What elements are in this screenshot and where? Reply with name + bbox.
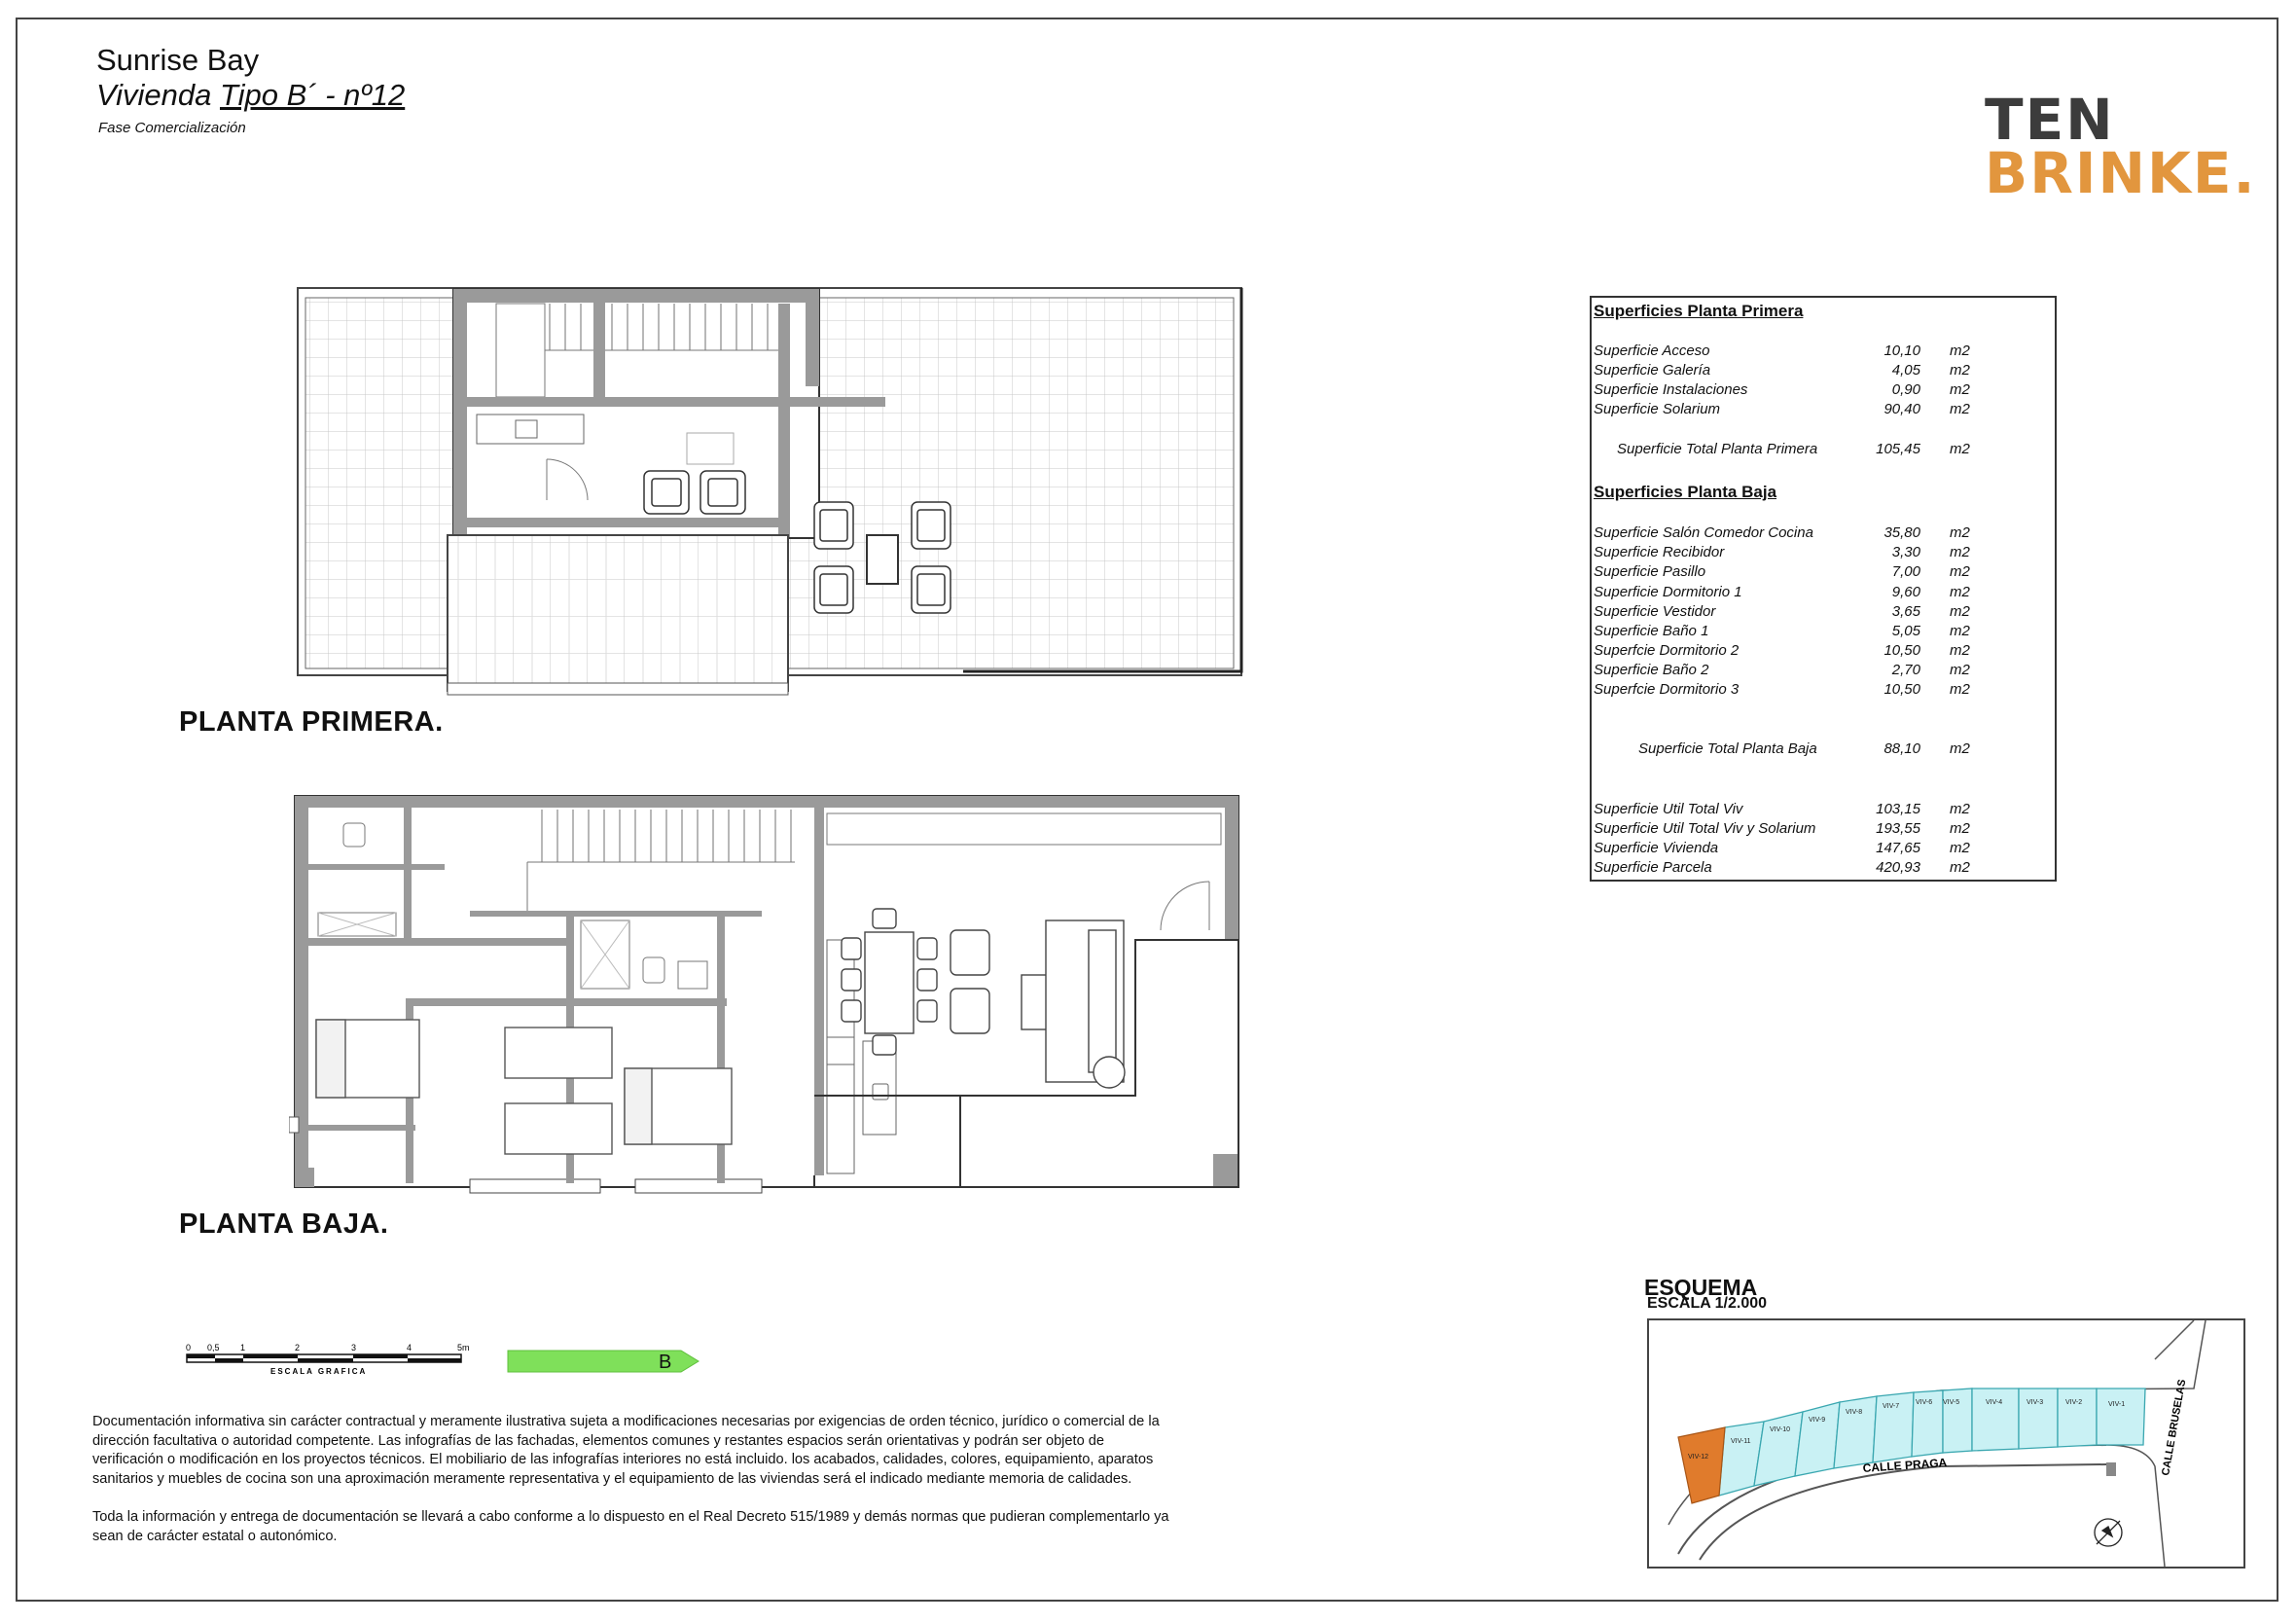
surface-row: Superficie Salón Comedor Cocina 35,80 m2 — [1594, 524, 1970, 541]
lot-label: VIV-1 — [2108, 1401, 2126, 1408]
scale-tick: 3 — [351, 1343, 357, 1352]
unit-title — [96, 78, 405, 113]
ground-floor-heading: Superficies Planta Baja — [1594, 483, 1777, 501]
lot-viv-8 — [1834, 1396, 1877, 1468]
first-floor-heading: Superficies Planta Primera — [1594, 302, 1804, 320]
upper-floor-plan — [292, 284, 1247, 703]
surface-row: Superfcie Dormitorio 3 10,50 m2 — [1594, 681, 1970, 698]
logo-line-2: BRINKE. — [1985, 140, 2257, 206]
site-schema-drawing — [1649, 1320, 2243, 1567]
site-schema — [1647, 1318, 2245, 1569]
lot-viv-4 — [1972, 1389, 2019, 1451]
lot-viv-5 — [1943, 1389, 1972, 1453]
upper-floor-title: PLANTA PRIMERA. — [179, 706, 444, 738]
summary-row: Superficie Parcela 420,93 m2 — [1594, 859, 1970, 876]
summary-row: Superficie Util Total Viv y Solarium 193,55 m2 — [1594, 820, 1970, 837]
street-bruselas: CALLE BRUSELAS — [2160, 1378, 2189, 1477]
ground-floor-title: PLANTA BAJA. — [179, 1208, 389, 1240]
lot-label: VIV-8 — [1846, 1409, 1863, 1416]
surface-row: Superficie Dormitorio 1 9,60 m2 — [1594, 584, 1970, 600]
lot-label: VIV-4 — [1986, 1399, 2003, 1406]
phase-label: Fase Comercialización — [98, 120, 246, 136]
surface-row: Superficie Solarium 90,40 m2 — [1594, 401, 1970, 417]
scale-tick: 2 — [295, 1343, 301, 1352]
surface-row: Superficie Vestidor 3,65 m2 — [1594, 603, 1970, 620]
surface-row: Superficie Baño 2 2,70 m2 — [1594, 662, 1970, 678]
street-praga: CALLE PRAGA — [1862, 1455, 1948, 1475]
project-name: Sunrise Bay — [96, 43, 260, 77]
lot-label: VIV-12 — [1688, 1454, 1709, 1461]
surface-total-row: Superficie Total Planta Baja 88,10 m2 — [1638, 740, 1970, 757]
surface-row: Superficie Instalaciones 0,90 m2 — [1594, 381, 1970, 398]
scale-tick: 1 — [240, 1343, 246, 1352]
logo-line-1: TEN — [1985, 87, 2115, 153]
company-logo — [1985, 87, 2257, 206]
legal-disclaimer — [92, 1413, 1172, 1566]
lot-label: VIV-7 — [1883, 1403, 1900, 1410]
graphic-scale — [185, 1341, 477, 1376]
surface-row: Superficie Pasillo 7,00 m2 — [1594, 563, 1970, 580]
scale-tick: 4 — [407, 1343, 413, 1352]
esquema-title: ESQUEMA — [1644, 1275, 1758, 1300]
disclaimer-paragraph-1: Documentación informativa sin carácter contractual y meramente ilustrativa sujeta a modificaciones necesarias por exigencias de orden técnico, jurídico o comercial de la dirección facultativa o autoridad competente. Las infografías de las fachadas, elementos comunes y restantes espacios serán orientativas y podrán ser objeto de verificación o modificación en los proyectos técnicos. El mobiliario de las infografías interiores no está incluido. los acabados, calidades, colores, equipamiento, aparatos sanitarios y muebles de cocina son una aproximación meramente representativa y el equipamiento de las viviendas será el indicado mediante memoria de calidades. — [92, 1414, 1160, 1487]
scale-tick: 5m — [457, 1343, 470, 1352]
surface-row: Superficie Acceso 10,10 m2 — [1594, 343, 1970, 359]
ground-floor-plan — [289, 794, 1244, 1212]
summary-row: Superficie Vivienda 147,65 m2 — [1594, 840, 1970, 856]
lot-label: VIV-6 — [1916, 1399, 1933, 1406]
disclaimer-paragraph-2: Toda la información y entrega de documentación se llevará a cabo conforme a lo dispuesto en el Real Decreto 515/1989 y demás normas que pudieran complementarlo ya sean de carácter estatal o autonómico. — [92, 1509, 1169, 1544]
scale-caption: ESCALA GRAFICA — [270, 1367, 368, 1376]
unit-type: Tipo B´ - nº12 — [219, 78, 406, 112]
scale-tick: 0,5 — [207, 1343, 220, 1352]
lot-label: VIV-10 — [1770, 1426, 1791, 1433]
lot-label: VIV-5 — [1943, 1399, 1960, 1406]
lot-label: VIV-11 — [1731, 1438, 1751, 1445]
lot-viv-2 — [2058, 1389, 2097, 1447]
lot-label: VIV-9 — [1809, 1417, 1826, 1424]
north-arrow — [2095, 1519, 2122, 1546]
unit-prefix: Vivienda — [96, 78, 212, 112]
surface-row: Superficie Galería 4,05 m2 — [1594, 362, 1970, 379]
lot-label: VIV-2 — [2065, 1399, 2083, 1406]
lot-viv-12-highlight — [1678, 1427, 1725, 1503]
surface-row: Superficie Baño 1 5,05 m2 — [1594, 623, 1970, 639]
surface-row: Superficie Recibidor 3,30 m2 — [1594, 544, 1970, 560]
surface-total-row: Superficie Total Planta Primera 105,45 m2 — [1617, 441, 1970, 457]
scale-tick: 0 — [186, 1343, 192, 1352]
summary-row: Superficie Util Total Viv 103,15 m2 — [1594, 801, 1970, 817]
esquema-scale: ESCALA 1/2.000 — [1647, 1295, 1768, 1312]
surface-row: Superfcie Dormitorio 2 10,50 m2 — [1594, 642, 1970, 659]
lot-label: VIV-3 — [2027, 1399, 2044, 1406]
surfaces-table — [1590, 296, 2057, 882]
energy-rating-label — [506, 1347, 700, 1376]
lot-viv-3 — [2019, 1389, 2058, 1449]
lot-viv-1 — [2097, 1389, 2145, 1445]
energy-rating: B — [659, 1352, 672, 1373]
